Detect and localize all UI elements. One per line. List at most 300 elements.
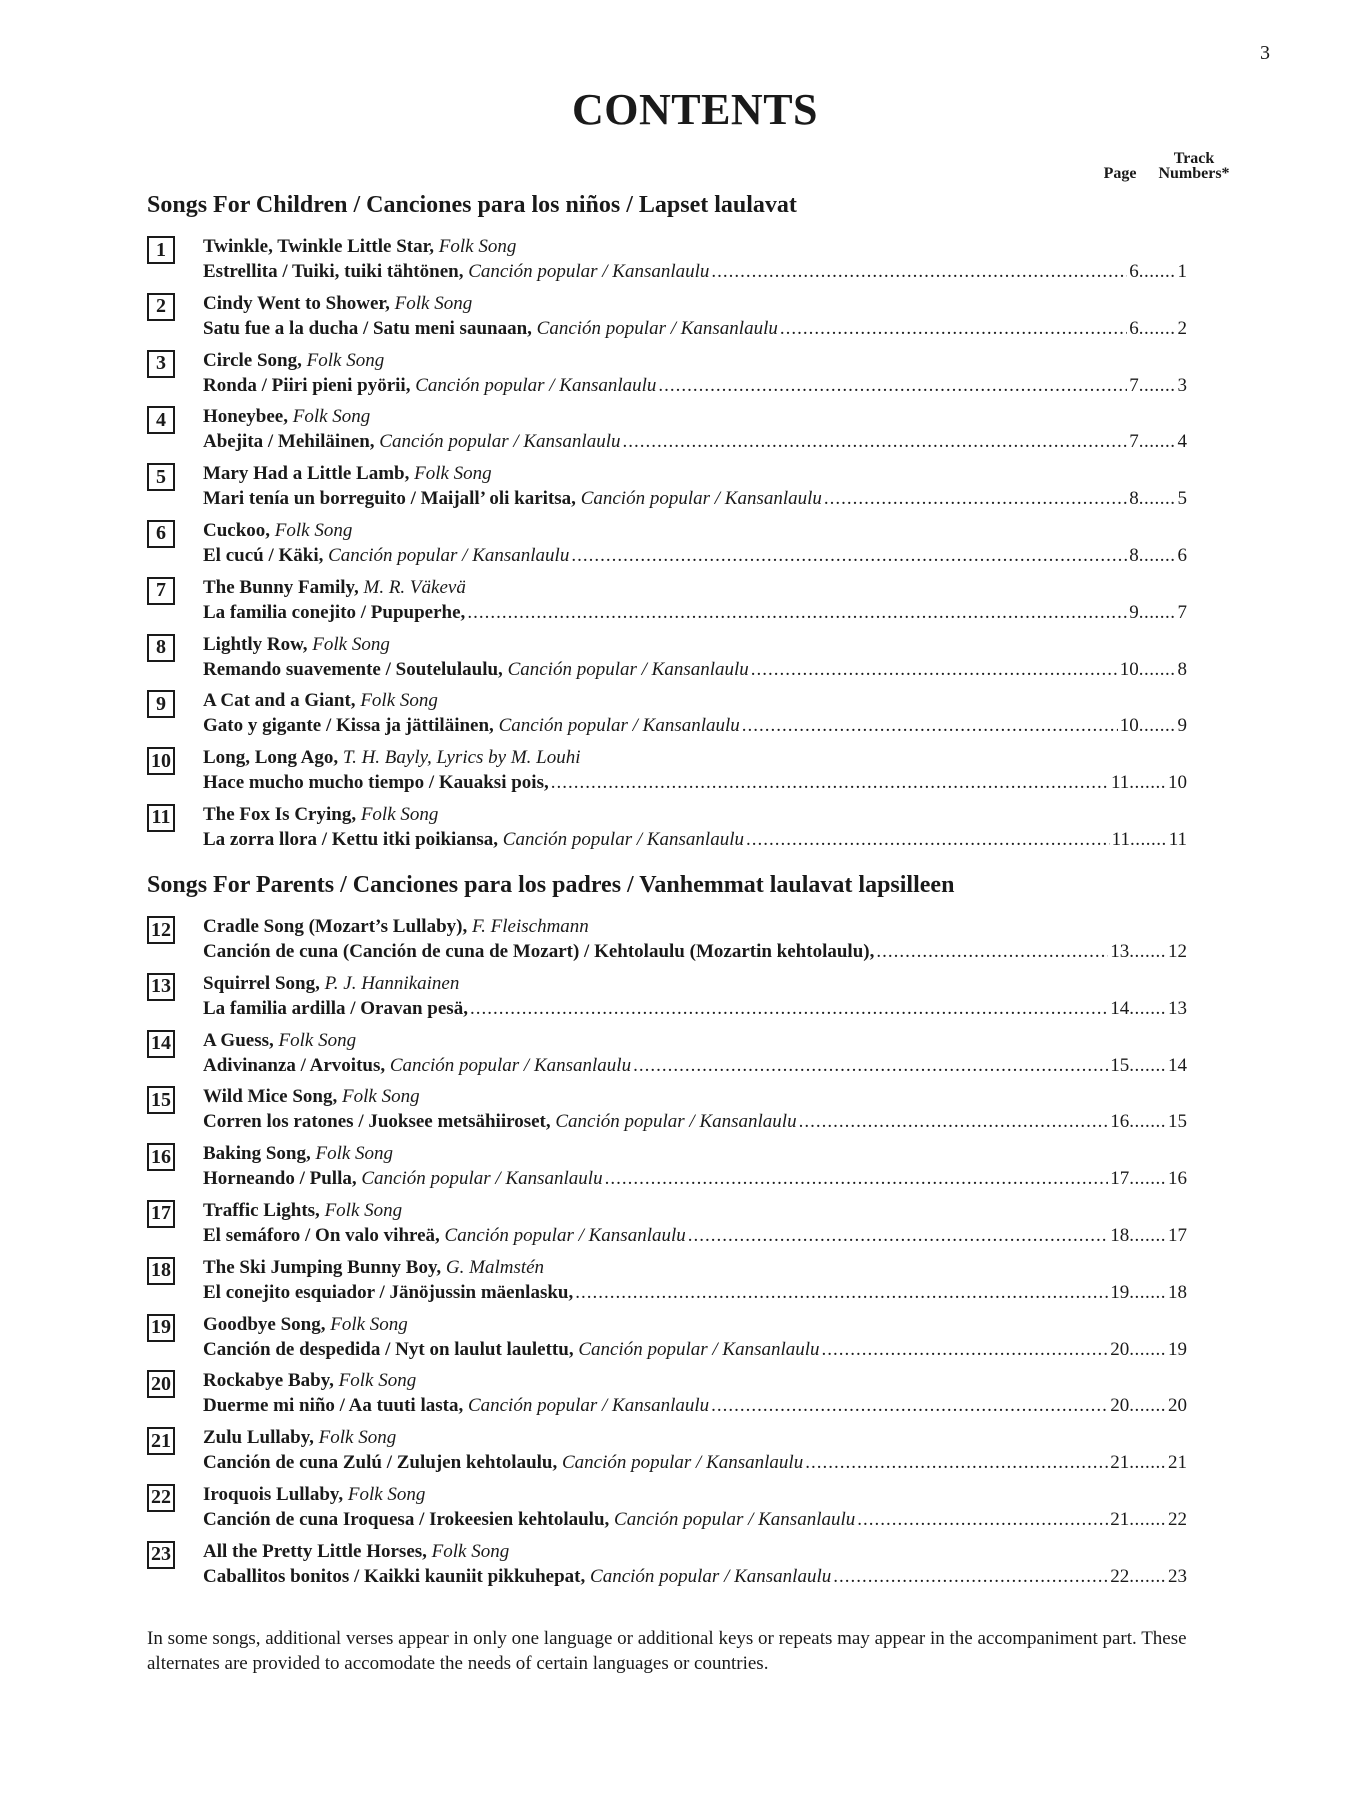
toc-entry[interactable] xyxy=(147,1423,1187,1480)
subtitle-group xyxy=(203,601,465,625)
dot-leader xyxy=(833,1565,1108,1589)
dot-separator xyxy=(1129,1110,1166,1134)
song-title: Traffic Lights, xyxy=(203,1199,320,1221)
page-ref: 7 xyxy=(1129,431,1139,453)
song-credit: F. Fleischmann xyxy=(471,916,589,937)
dot-separator xyxy=(1139,544,1176,568)
subtitle-group xyxy=(203,1338,820,1362)
dot-separator xyxy=(1129,1451,1166,1475)
page-ref: 7 xyxy=(1129,374,1139,396)
song-title: Rockabye Baby, xyxy=(203,1370,334,1392)
dot-separator xyxy=(1129,771,1166,795)
track-number-box: 8 xyxy=(147,634,175,662)
entry-subtitle-line xyxy=(203,1394,1187,1418)
entry-title-line xyxy=(203,235,516,259)
entry-subtitle-line xyxy=(203,1054,1187,1078)
song-subtitle: El semáforo / On valo vihreä, xyxy=(203,1224,440,1246)
page-ref: 11 xyxy=(1111,828,1130,850)
song-subcredit: Canción popular / Kansanlaulu xyxy=(502,828,744,850)
subtitle-group xyxy=(203,260,709,284)
toc-entry[interactable] xyxy=(147,1253,1187,1310)
entry-subtitle-line xyxy=(203,1167,1187,1191)
track-ref: 13 xyxy=(1168,997,1187,1019)
track-number-box: 21 xyxy=(147,1427,175,1455)
entry-title-line xyxy=(203,746,581,770)
song-credit: Folk Song xyxy=(306,349,385,371)
dot-leader xyxy=(623,430,1128,454)
dot-leader xyxy=(805,1451,1108,1475)
subtitle-group xyxy=(203,828,744,852)
song-title: Cindy Went to Shower, xyxy=(203,292,390,314)
song-subcredit: Canción popular / Kansanlaulu xyxy=(498,715,740,737)
page-ref: 17 xyxy=(1110,1168,1130,1190)
song-credit: P. J. Hannikainen xyxy=(324,972,460,994)
section-children-entries xyxy=(147,232,1187,857)
entry-subtitle-line xyxy=(203,430,1187,454)
dot-separator xyxy=(1139,658,1176,682)
track-ref: 23 xyxy=(1168,1565,1187,1587)
page-ref: 22 xyxy=(1110,1565,1130,1587)
page-title: CONTENTS xyxy=(571,85,819,134)
entry-subtitle-line xyxy=(203,487,1187,511)
toc-entry[interactable] xyxy=(147,346,1187,403)
song-title: Wild Mice Song, xyxy=(203,1086,338,1108)
song-subcredit: Canción popular / Kansanlaulu xyxy=(467,1395,710,1417)
dot-leader xyxy=(467,601,1127,625)
song-subtitle: El conejito esquiador / Jänöjussin mäenlasku, xyxy=(203,1281,574,1303)
song-subcredit: Canción popular / Kansanlaulu xyxy=(555,1111,797,1133)
entry-title-line xyxy=(203,1483,425,1507)
track-number-box: 22 xyxy=(147,1484,175,1512)
track-number-box: 13 xyxy=(147,973,175,1001)
track-number-box: 2 xyxy=(147,293,175,321)
song-credit: Folk Song xyxy=(360,690,438,712)
page-ref: 6 xyxy=(1129,317,1139,339)
subtitle-group xyxy=(203,997,468,1021)
toc-entry[interactable] xyxy=(147,1366,1187,1423)
track-ref: 20 xyxy=(1168,1395,1187,1417)
song-title: Baking Song, xyxy=(203,1143,311,1165)
song-subtitle: Corren los ratones / Juoksee metsähiiroset, xyxy=(203,1111,551,1133)
song-subcredit: Canción popular / Kansanlaulu xyxy=(444,1224,686,1246)
page-ref: 19 xyxy=(1110,1281,1130,1303)
column-header-track-line1: Track xyxy=(1173,150,1215,167)
song-subtitle: Remando suavemente / Soutelulaulu, xyxy=(203,658,503,680)
song-title: Zulu Lullaby, xyxy=(203,1427,314,1449)
entry-title-line xyxy=(203,1369,416,1393)
song-subtitle: Canción de cuna Iroquesa / Irokeesien kehtolaulu, xyxy=(203,1508,610,1530)
dot-leader xyxy=(824,487,1127,511)
footnote: In some songs, additional verses appear in only one language or additional keys or repeats may appear in the accompaniment part. These alternates are provided to accomodate the needs of certain languages or countries. xyxy=(147,1628,1187,1674)
track-number-box: 19 xyxy=(147,1314,175,1342)
entry-title-line xyxy=(203,292,472,316)
track-ref: 18 xyxy=(1168,1281,1187,1303)
subtitle-group xyxy=(203,658,749,682)
toc-entry[interactable] xyxy=(147,1082,1187,1139)
dot-separator xyxy=(1139,487,1176,511)
song-subcredit: Canción popular / Kansanlaulu xyxy=(536,317,778,339)
toc-entry[interactable] xyxy=(147,1310,1187,1367)
subtitle-group xyxy=(203,544,569,568)
dot-separator xyxy=(1130,828,1167,852)
page-ref: 9 xyxy=(1129,601,1139,623)
song-subcredit: Canción popular / Kansanlaulu xyxy=(389,1054,632,1076)
dot-leader xyxy=(780,317,1127,341)
subtitle-group xyxy=(203,487,822,511)
track-ref: 21 xyxy=(1168,1452,1187,1474)
entry-subtitle-line xyxy=(203,1338,1187,1362)
entry-title-line xyxy=(203,519,352,543)
song-title: Honeybee, xyxy=(203,406,288,428)
entry-title-line xyxy=(203,1142,393,1166)
page-ref: 8 xyxy=(1129,544,1139,566)
subtitle-group xyxy=(203,374,656,398)
entry-title-line xyxy=(203,689,438,713)
track-ref: 7 xyxy=(1177,601,1187,623)
song-credit: Folk Song xyxy=(438,236,517,257)
song-subcredit: Canción popular / Kansanlaulu xyxy=(361,1168,603,1190)
song-title: Twinkle, Twinkle Little Star, xyxy=(203,236,435,257)
track-number-box: 23 xyxy=(147,1541,175,1569)
song-subtitle: Canción de cuna (Canción de cuna de Mozart) / Kehtolaulu (Mozartin kehtolaulu), xyxy=(203,941,875,962)
track-ref: 3 xyxy=(1177,374,1187,396)
song-credit: Folk Song xyxy=(292,406,371,428)
toc-entry[interactable] xyxy=(147,1026,1187,1083)
song-subtitle: Estrellita / Tuiki, tuiki tähtönen, xyxy=(203,261,464,282)
dot-leader xyxy=(822,1338,1109,1362)
dot-separator xyxy=(1129,1394,1166,1418)
entry-subtitle-line xyxy=(203,1281,1187,1305)
song-subcredit: Canción popular / Kansanlaulu xyxy=(578,1338,820,1360)
section-heading-children: Songs For Children / Canciones para los niños / Lapset laulavat xyxy=(147,192,797,218)
song-title: The Ski Jumping Bunny Boy, xyxy=(203,1256,442,1278)
song-subtitle: Canción de cuna Zulú / Zulujen kehtolaulu, xyxy=(203,1452,558,1474)
toc-entry[interactable] xyxy=(147,459,1187,516)
dot-separator xyxy=(1129,1338,1166,1362)
track-ref: 12 xyxy=(1168,941,1187,962)
track-ref: 14 xyxy=(1168,1054,1187,1076)
entry-title-line xyxy=(203,405,370,429)
subtitle-group xyxy=(203,1110,797,1134)
track-number-box: 20 xyxy=(147,1370,175,1398)
subtitle-group xyxy=(203,714,740,738)
subtitle-group xyxy=(203,317,778,341)
subtitle-group xyxy=(203,1224,686,1248)
page-ref: 8 xyxy=(1129,488,1139,510)
dot-leader xyxy=(857,1508,1108,1532)
track-number-box: 9 xyxy=(147,690,175,718)
song-subtitle: Caballitos bonitos / Kaikki kauniit pikkuhepat, xyxy=(203,1565,586,1587)
page-ref: 15 xyxy=(1110,1054,1130,1076)
song-title: Mary Had a Little Lamb, xyxy=(203,463,410,485)
entry-subtitle-line xyxy=(203,374,1187,398)
toc-entry[interactable] xyxy=(147,1139,1187,1196)
song-subtitle: Abejita / Mehiläinen, xyxy=(203,431,375,453)
subtitle-group xyxy=(203,1451,803,1475)
toc-entry[interactable] xyxy=(147,686,1187,743)
entry-subtitle-line xyxy=(203,1110,1187,1134)
dot-separator xyxy=(1129,1565,1166,1589)
dot-separator xyxy=(1139,601,1176,625)
song-credit: Folk Song xyxy=(360,803,439,825)
entry-title-line xyxy=(203,1540,509,1564)
subtitle-group xyxy=(203,1281,573,1305)
track-number-box: 4 xyxy=(147,406,175,434)
entry-title-line xyxy=(203,576,466,600)
song-credit: Folk Song xyxy=(274,519,353,541)
toc-entry[interactable] xyxy=(147,800,1187,857)
song-credit: Folk Song xyxy=(342,1086,420,1108)
song-title: Cradle Song (Mozart’s Lullaby), xyxy=(203,916,468,937)
song-subtitle: Adivinanza / Arvoitus, xyxy=(203,1054,386,1076)
song-subtitle: La familia ardilla / Oravan pesä, xyxy=(203,997,468,1019)
track-ref: 19 xyxy=(1168,1338,1187,1360)
dot-separator xyxy=(1129,997,1166,1021)
track-number-box: 6 xyxy=(147,520,175,548)
subtitle-group xyxy=(203,940,874,964)
subtitle-group xyxy=(203,1508,855,1532)
section-parents-entries xyxy=(147,912,1187,1594)
dot-leader xyxy=(605,1167,1109,1191)
song-credit: Folk Song xyxy=(315,1143,394,1165)
song-subtitle: Hace mucho mucho tiempo / Kauaksi pois, xyxy=(203,772,549,794)
track-number-box: 12 xyxy=(147,916,175,944)
dot-leader xyxy=(799,1110,1109,1134)
dot-separator xyxy=(1129,1167,1166,1191)
dot-leader xyxy=(571,544,1127,568)
page-ref: 10 xyxy=(1119,715,1139,737)
page-ref: 16 xyxy=(1110,1111,1130,1133)
track-number-box: 3 xyxy=(147,350,175,378)
entry-subtitle-line xyxy=(203,1565,1187,1589)
toc-entry[interactable] xyxy=(147,402,1187,459)
page-ref: 13 xyxy=(1110,941,1130,962)
track-number-box: 16 xyxy=(147,1143,175,1171)
song-credit: Folk Song xyxy=(394,292,473,314)
entry-subtitle-line xyxy=(203,1224,1187,1248)
entry-title-line xyxy=(203,1426,396,1450)
song-subtitle: La zorra llora / Kettu itki poikiansa, xyxy=(203,828,499,850)
song-subcredit: Canción popular / Kansanlaulu xyxy=(415,374,657,396)
song-title: Iroquois Lullaby, xyxy=(203,1483,344,1505)
entry-subtitle-line xyxy=(203,771,1187,795)
page-ref: 14 xyxy=(1110,997,1130,1019)
track-ref: 2 xyxy=(1177,317,1187,339)
subtitle-group xyxy=(203,430,621,454)
entry-subtitle-line xyxy=(203,317,1187,341)
entry-subtitle-line xyxy=(203,828,1187,852)
track-ref: 10 xyxy=(1168,772,1187,794)
track-number-box: 1 xyxy=(147,236,175,264)
track-number-box: 5 xyxy=(147,463,175,491)
song-subcredit: Canción popular / Kansanlaulu xyxy=(562,1452,804,1474)
song-subcredit: Canción popular / Kansanlaulu xyxy=(590,1565,832,1587)
track-number-box: 10 xyxy=(147,747,175,775)
song-subcredit: Canción popular / Kansanlaulu xyxy=(614,1508,856,1530)
dot-separator xyxy=(1139,430,1176,454)
song-subtitle: Horneando / Pulla, xyxy=(203,1168,357,1190)
song-credit: T. H. Bayly, Lyrics by M. Louhi xyxy=(342,747,581,769)
track-number-box: 11 xyxy=(147,804,175,832)
song-subtitle: Mari tenía un borreguito / Maijall’ oli karitsa, xyxy=(203,488,576,510)
dot-separator xyxy=(1129,1224,1166,1248)
song-subcredit: Canción popular / Kansanlaulu xyxy=(468,261,710,282)
toc-entry[interactable] xyxy=(147,1480,1187,1537)
track-ref: 16 xyxy=(1168,1168,1187,1190)
dot-leader xyxy=(658,374,1127,398)
toc-entry[interactable] xyxy=(147,289,1187,346)
dot-leader xyxy=(742,714,1118,738)
page-ref: 18 xyxy=(1110,1224,1130,1246)
song-credit: Folk Song xyxy=(431,1540,510,1562)
track-ref: 1 xyxy=(1177,261,1187,282)
song-credit: Folk Song xyxy=(347,1483,426,1505)
track-ref: 9 xyxy=(1177,715,1187,737)
song-title: All the Pretty Little Horses, xyxy=(203,1540,427,1562)
song-credit: Folk Song xyxy=(414,463,492,485)
toc-entry[interactable] xyxy=(147,1196,1187,1253)
entry-subtitle-line xyxy=(203,714,1187,738)
song-subtitle: Ronda / Piiri pieni pyörii, xyxy=(203,374,411,396)
toc-entry[interactable] xyxy=(147,743,1187,800)
track-number-box: 15 xyxy=(147,1086,175,1114)
track-ref: 17 xyxy=(1168,1224,1187,1246)
entry-title-line xyxy=(203,1085,420,1109)
page-number: 3 xyxy=(1260,42,1270,64)
dot-separator xyxy=(1139,374,1176,398)
track-ref: 15 xyxy=(1168,1111,1187,1133)
entry-title-line xyxy=(203,633,390,657)
page-ref: 20 xyxy=(1110,1395,1130,1417)
entry-title-line xyxy=(203,972,459,996)
song-subtitle: Canción de despedida / Nyt on laulut laulettu, xyxy=(203,1338,574,1360)
track-number-box: 7 xyxy=(147,577,175,605)
column-header-page: Page xyxy=(1103,165,1137,182)
song-title: Goodbye Song, xyxy=(203,1313,326,1335)
page-ref: 21 xyxy=(1110,1452,1130,1474)
song-credit: Folk Song xyxy=(338,1370,417,1392)
song-title: A Cat and a Giant, xyxy=(203,690,356,712)
song-credit: Folk Song xyxy=(278,1029,357,1051)
entry-title-line xyxy=(203,349,384,373)
song-subcredit: Canción popular / Kansanlaulu xyxy=(580,488,822,510)
song-credit: Folk Song xyxy=(312,633,390,655)
dot-separator xyxy=(1139,317,1176,341)
column-header-track xyxy=(1146,151,1242,181)
dot-separator xyxy=(1139,714,1176,738)
dot-separator xyxy=(1129,1508,1166,1532)
toc-entry[interactable] xyxy=(147,912,1187,969)
page-ref: 10 xyxy=(1119,658,1139,680)
song-title: Circle Song, xyxy=(203,349,302,371)
song-credit: Folk Song xyxy=(318,1427,397,1449)
dot-leader xyxy=(876,940,1108,964)
toc-entry[interactable] xyxy=(147,516,1187,573)
song-subtitle: El cucú / Käki, xyxy=(203,544,324,566)
entry-title-line xyxy=(203,1029,356,1053)
subtitle-group xyxy=(203,1394,709,1418)
song-subcredit: Canción popular / Kansanlaulu xyxy=(507,658,749,680)
song-title: Long, Long Ago, xyxy=(203,747,339,769)
song-title: The Bunny Family, xyxy=(203,576,359,598)
page-ref: 21 xyxy=(1110,1508,1130,1530)
entry-title-line xyxy=(203,803,438,827)
song-credit: M. R. Väkevä xyxy=(363,576,466,598)
song-title: Squirrel Song, xyxy=(203,972,320,994)
track-number-box: 14 xyxy=(147,1030,175,1058)
subtitle-group xyxy=(203,1565,831,1589)
column-header-track-line2: Numbers* xyxy=(1158,165,1230,182)
track-number-box: 18 xyxy=(147,1257,175,1285)
subtitle-group xyxy=(203,1054,631,1078)
entry-title-line xyxy=(203,1313,408,1337)
entry-title-line xyxy=(203,915,589,939)
track-ref: 4 xyxy=(1177,431,1187,453)
toc-entry[interactable] xyxy=(147,630,1187,687)
entry-subtitle-line xyxy=(203,260,1187,284)
entry-subtitle-line xyxy=(203,601,1187,625)
song-subtitle: La familia conejito / Pupuperhe, xyxy=(203,601,466,623)
song-subtitle: Satu fue a la ducha / Satu meni saunaan, xyxy=(203,317,532,339)
track-ref: 6 xyxy=(1177,544,1187,566)
dot-leader xyxy=(688,1224,1108,1248)
song-credit: Folk Song xyxy=(330,1313,408,1335)
entry-subtitle-line xyxy=(203,544,1187,568)
page-ref: 20 xyxy=(1110,1338,1130,1360)
subtitle-group xyxy=(203,771,549,795)
toc-entry[interactable] xyxy=(147,969,1187,1026)
section-heading-parents: Songs For Parents / Canciones para los padres / Vanhemmat laulavat lapsilleen xyxy=(147,872,955,898)
dot-leader xyxy=(751,658,1118,682)
page-ref: 6 xyxy=(1129,261,1139,282)
dot-leader xyxy=(470,997,1108,1021)
dot-leader xyxy=(551,771,1109,795)
dot-separator xyxy=(1129,940,1166,964)
song-title: A Guess, xyxy=(203,1029,274,1051)
dot-separator xyxy=(1129,1054,1166,1078)
dot-leader xyxy=(746,828,1110,852)
entry-subtitle-line xyxy=(203,658,1187,682)
toc-entry[interactable] xyxy=(147,232,1187,289)
song-subcredit: Canción popular / Kansanlaulu xyxy=(379,431,621,453)
entry-title-line xyxy=(203,1256,544,1280)
toc-entry[interactable] xyxy=(147,573,1187,630)
entry-subtitle-line xyxy=(203,940,1187,964)
dot-leader xyxy=(711,260,1127,284)
song-title: Lightly Row, xyxy=(203,633,308,655)
page-ref: 11 xyxy=(1110,772,1130,794)
track-number-box: 17 xyxy=(147,1200,175,1228)
entry-title-line xyxy=(203,1199,402,1223)
dot-leader xyxy=(575,1281,1108,1305)
track-ref: 8 xyxy=(1177,658,1187,680)
entry-subtitle-line xyxy=(203,1451,1187,1475)
song-title: The Fox Is Crying, xyxy=(203,803,357,825)
dot-separator xyxy=(1139,260,1176,284)
song-subcredit: Canción popular / Kansanlaulu xyxy=(328,544,570,566)
song-subtitle: Duerme mi niño / Aa tuuti lasta, xyxy=(203,1395,464,1417)
entry-subtitle-line xyxy=(203,997,1187,1021)
subtitle-group xyxy=(203,1167,603,1191)
track-ref: 22 xyxy=(1168,1508,1187,1530)
song-title: Cuckoo, xyxy=(203,519,271,541)
dot-separator xyxy=(1129,1281,1166,1305)
entry-title-line xyxy=(203,462,492,486)
song-credit: Folk Song xyxy=(324,1199,403,1221)
toc-entry[interactable] xyxy=(147,1537,1187,1594)
song-credit: G. Malmstén xyxy=(445,1256,545,1278)
dot-leader xyxy=(633,1054,1108,1078)
